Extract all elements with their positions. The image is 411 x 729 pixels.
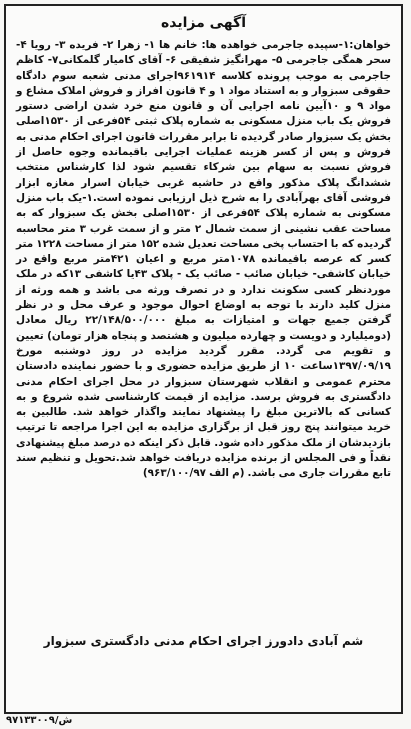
- title-wrap: [6, 12, 401, 33]
- notice-signature: شم آبادی دادورز اجرای احکام مدنی دادگستری سبزوار: [43, 634, 364, 648]
- footer-code: ۹۷۱۳۳۰۰۹/ش: [6, 715, 73, 726]
- notice-title: آگهی مزایده: [160, 15, 246, 31]
- notice-body: خواهان:۱-سپیده جاجرمی خواهده ها: خانم ها ۱- زهرا ۲- فریده ۳- رویا ۴- سحر همگی جاجرمی ۵- مهرانگیز شفیقی ۶- آقای کامیار گلمکانی۷- کاظم جاجرمی به موجب پرونده کلاسه ۹۶۱۹۱۴اجرای مدنی شعبه سوم دادگاه حقوقی سبزوار و به استناد مواد ۱ و ۴ قانون افراز و فروش املاک مشاع و مواد ۹ و ۱۰آیین نامه اجرایی آن و قانون منع خرد شدن اراضی دستور فروش یک باب منزل مسکونی به شماره پلاک ثبتی ۵۴فرعی از ۱۵۳۰اصلی بخش یک سبزوار صادر گردیده تا برابر مقررات قانون اجرای احکام مدنی به فروش و پس از کسر هزینه عملیات اجرایی باقیمانده وجوه حاصل از فروش نسبت به سهام بین شرکاء تقسیم شود لذا کارشناس منتخب ششدانگ پلاک مذکور واقع در حاشیه غربی خیابان اسرار مغازه ابزار فروشی آقای بهرآبادی را به شرح ذیل ارزیابی نموده است.۱-یک باب منزل مسکونی به شماره پلاک ۵۴فرعی از ۱۵۳۰اصلی بخش یک سبزوار که به مساحت عقب نشینی از سمت شمال ۲ متر و از سمت غرب ۳ متر محاسبه گردیده که با احتساب پخی مساحت تعدیل شده ۱۵۲ متر از مساحت ۱۲۲۸ متر کسر که عرصه باقیمانده ۱۰۷۸متر مربع و اعیان ۴۲۱متر مربع واقع در خیابان کاشفی- خیابان صائب - صائب یک - پلاک ۴۳یا کاشفی ۱۳که در ملک موردنظر کسی سکونت ندارد و در تصرف ورثه می باشد و همه ورثه از منزل کلید دارند با توجه به اوضاع احوال موجود و عرف محل و در نظر گرفتن جمیع جهات و امتیازات به مبلغ ۲۲/۱۴۸/۵۰۰/۰۰۰ ریال معادل (دومیلیارد و دویست و چهارده میلیون و هشتصد و پنجاه هزار تومان) تعیین و تقویم می گردد. مقرر گردید مزایده در روز دوشنبه مورخ ۱۳۹۷/۰۹/۱۹ساعت ۱۰ از طریق مزایده حضوری و با حضور نماینده دادستان محترم عمومی و انقلاب شهرستان سبزوار در محل اجرای احکام مدنی دادگستری به فروش برسد. مزایده از قیمت کارشناسی شده شروع و به کسانی که بالاترین مبلغ را پیشنهاد نمایند واگذار خواهد شد. طالبین به خرید میتوانند پنج روز قبل از برگزاری مزایده به این اجرا مراجعه تا ترتیب بازدیدشان از ملک مذکور داده شود. قابل ذکر اینکه ده درصد مبلغ پیشنهادی نقداً و فی المجلس از برنده مزایده دریافت خواهد شد.تحویل و تنظیم سند تابع مقررات جاری می باشد. (م الف ۹۶۳/۱۰۰/۹۷): [15, 39, 392, 480]
- notice-frame: [4, 4, 403, 714]
